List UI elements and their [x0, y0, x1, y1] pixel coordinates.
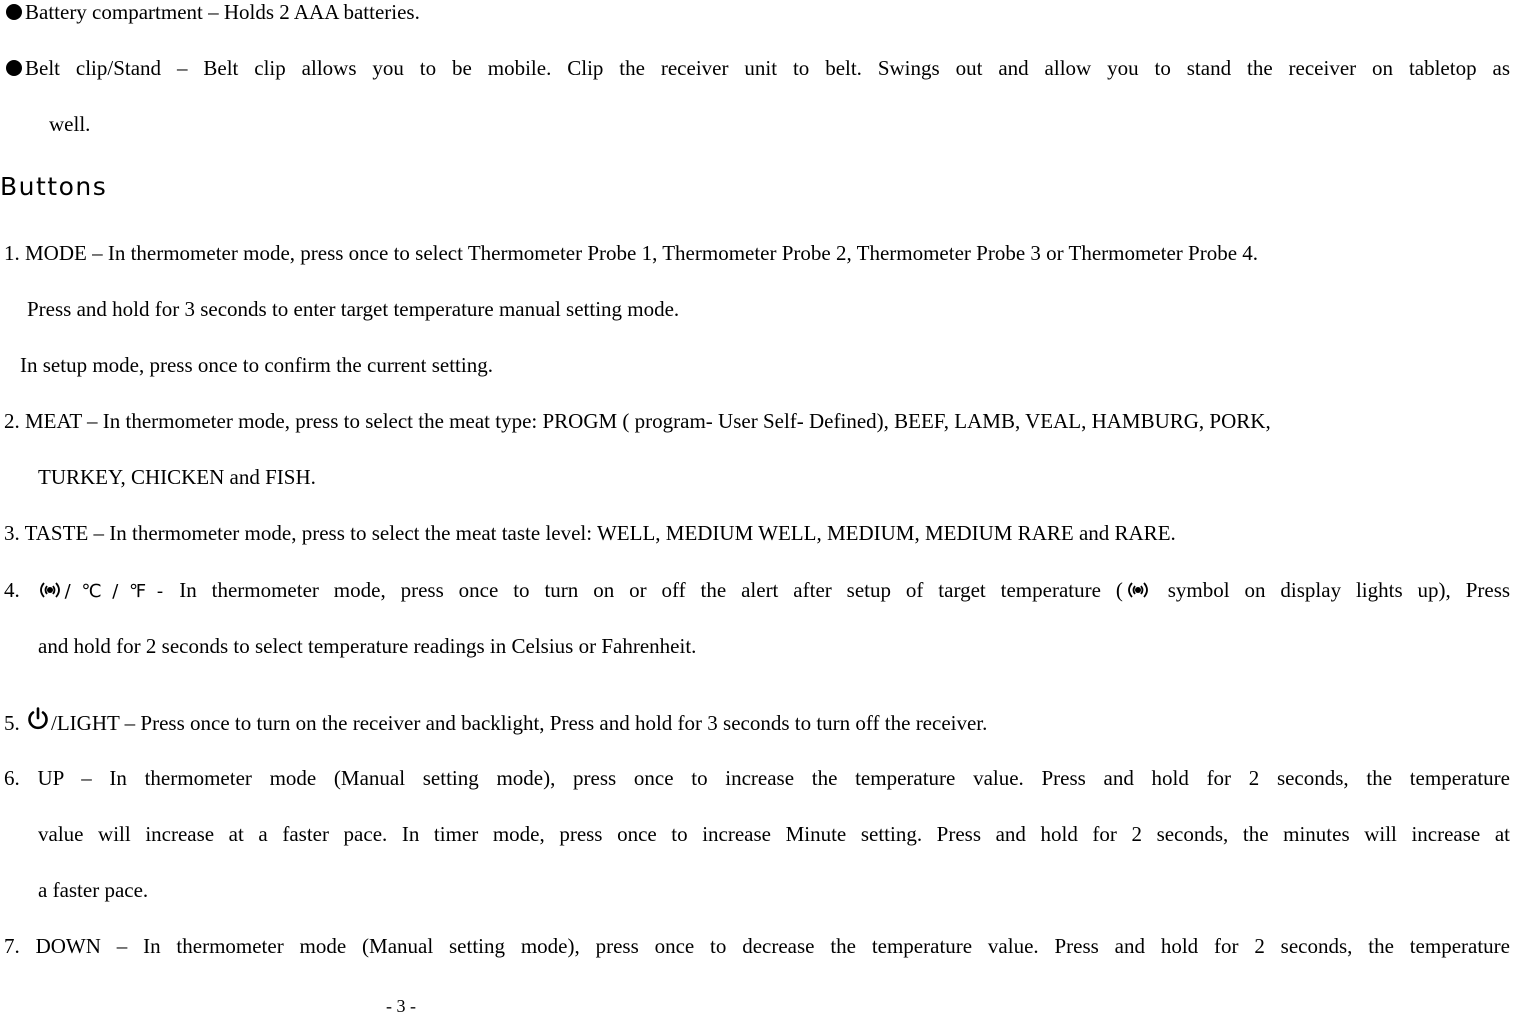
button-4-line-2: and hold for 2 seconds to select temperature readings in Celsius or Fahrenheit.	[38, 634, 697, 658]
button-3-line-1	[4, 521, 1176, 545]
button-4-text-b: symbol on display lights up), Press	[1167, 578, 1511, 602]
button-4-line-1	[4, 578, 1510, 605]
button-6-line-1	[4, 766, 1510, 790]
feature-belt-clip-cont: well.	[49, 112, 91, 136]
feature-belt-clip	[6, 56, 1510, 80]
button-6-text: UP – In thermometer mode (Manual setting mode), press once to increase the temperature value. Press and hold for 2 seconds, the temperature	[37, 766, 1510, 790]
button-1-line-1	[4, 241, 1258, 265]
alert-icon	[1123, 580, 1153, 605]
power-icon	[25, 706, 51, 737]
button-5-number: 5.	[4, 711, 20, 735]
units-label: /℃/℉-	[64, 581, 165, 602]
button-7-number: 7.	[4, 934, 20, 958]
alert-icon	[35, 580, 65, 605]
button-5-line-1	[4, 706, 987, 737]
button-7-text: DOWN – In thermometer mode (Manual setting mode), press once to decrease the temperature value. Press and hold for 2 seconds, the temperature	[35, 934, 1510, 958]
button-3-number: 3.	[4, 521, 20, 545]
button-1-line-3: In setup mode, press once to confirm the current setting.	[20, 353, 493, 377]
feature-battery	[6, 0, 420, 24]
button-2-number: 2.	[4, 409, 20, 433]
button-6-line-3: a faster pace.	[38, 878, 149, 902]
button-2-line-1	[4, 409, 1271, 433]
feature-belt-clip-text: Belt clip/Stand – Belt clip allows you to be mobile. Clip the receiver unit to belt. Swings out and allow you to stand the receiver on tabletop as	[25, 56, 1510, 80]
bullet-icon	[6, 4, 22, 20]
bullet-icon	[6, 60, 22, 76]
button-4-text-a: In thermometer mode, press once to turn on or off the alert after setup of target temperature (	[179, 578, 1123, 602]
section-title: Buttons	[0, 172, 108, 201]
button-2-line-2: TURKEY, CHICKEN and FISH.	[38, 465, 316, 489]
page-number: - 3 -	[386, 996, 416, 1016]
button-1-number: 1.	[4, 241, 20, 265]
button-4-number: 4.	[4, 578, 20, 602]
button-6-line-2: value will increase at a faster pace. In timer mode, press once to increase Minute setting. Press and hold for 2 seconds, the minutes will increase at	[38, 822, 1510, 846]
button-2-text: MEAT – In thermometer mode, press to select the meat type: PROGM ( program- User Self- Defined), BEEF, LAMB, VEAL, HAMBURG, PORK,	[25, 409, 1271, 433]
button-1-text: MODE – In thermometer mode, press once to select Thermometer Probe 1, Thermometer Probe 2, Thermometer Probe 3 or Thermometer Probe 4.	[25, 241, 1259, 265]
button-1-line-2: Press and hold for 3 seconds to enter target temperature manual setting mode.	[27, 297, 680, 321]
button-3-text: TASTE – In thermometer mode, press to select the meat taste level: WELL, MEDIUM WELL, MEDIUM, MEDIUM RARE and RARE.	[24, 521, 1176, 545]
button-5-text: /LIGHT – Press once to turn on the receiver and backlight, Press and hold for 3 seconds to turn off the receiver.	[51, 711, 988, 735]
button-7-line-1	[4, 934, 1510, 958]
button-6-number: 6.	[4, 766, 20, 790]
feature-battery-text: Battery compartment – Holds 2 AAA batteries.	[25, 0, 420, 24]
